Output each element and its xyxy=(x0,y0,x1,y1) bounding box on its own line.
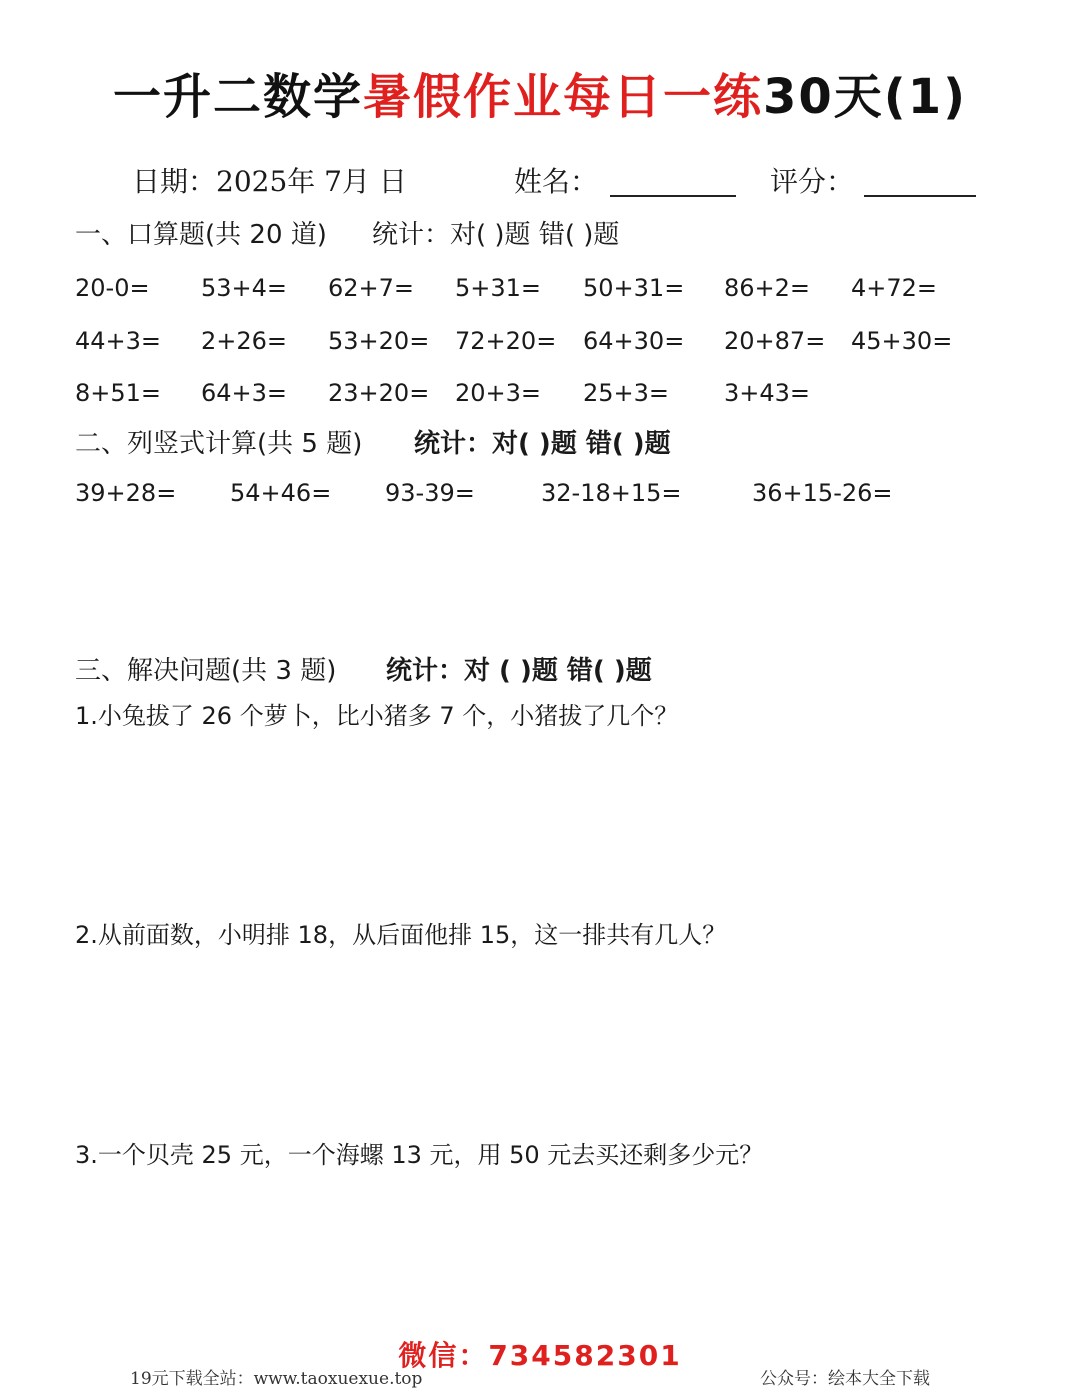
section-1-title: 一、口算题(共 20 道) xyxy=(75,220,327,250)
section-1-stat xyxy=(372,217,619,253)
vertical-problem: 32-18+15= xyxy=(541,479,682,507)
mental-problem: 20+87= xyxy=(724,327,826,355)
section-1-heading xyxy=(75,217,327,253)
mental-problem: 53+20= xyxy=(328,327,430,355)
mental-problem: 4+72= xyxy=(851,274,938,302)
mental-problem: 5+31= xyxy=(455,274,542,302)
word-problem-3: 3.一个贝壳 25 元，一个海螺 13 元，用 50 元去买还剩多少元？ xyxy=(75,1141,764,1169)
score-blank[interactable] xyxy=(864,195,976,197)
mental-problem: 20-0= xyxy=(75,274,150,302)
section-2-stat xyxy=(414,426,671,462)
mental-problem: 64+30= xyxy=(583,327,685,355)
section-2-stat-text: 统计：对( )题 错( )题 xyxy=(414,429,671,459)
mental-problem: 23+20= xyxy=(328,379,430,407)
section-3-title: 三、解决问题(共 3 题) xyxy=(75,656,337,686)
footer-account: 公众号：绘本大全下载 xyxy=(760,1369,930,1389)
mental-problem: 2+26= xyxy=(201,327,288,355)
word-problem-2: 2.从前面数，小明排 18，从后面他排 15，这一排共有几人？ xyxy=(75,921,727,949)
section-2-title: 二、列竖式计算(共 5 题) xyxy=(75,429,363,459)
vertical-problem: 54+46= xyxy=(230,479,332,507)
mental-problem: 50+31= xyxy=(583,274,685,302)
vertical-problem: 36+15-26= xyxy=(752,479,893,507)
mental-problem: 86+2= xyxy=(724,274,811,302)
mental-problem: 72+20= xyxy=(455,327,557,355)
score-label: 评分： xyxy=(770,165,855,198)
vertical-problem: 39+28= xyxy=(75,479,177,507)
section-2-heading xyxy=(75,426,362,462)
section-1-stat-text: 统计：对( )题 错( )题 xyxy=(372,220,620,250)
name-label: 姓名： xyxy=(514,165,599,198)
mental-problem: 62+7= xyxy=(328,274,415,302)
title-part-red: 暑假作业每日一练 xyxy=(362,69,763,125)
vertical-problem: 93-39= xyxy=(385,479,475,507)
mental-problem: 53+4= xyxy=(201,274,288,302)
title-part-1: 一升二数学 xyxy=(112,69,363,125)
mental-problem: 25+3= xyxy=(583,379,670,407)
wechat-contact: 微信：734582301 xyxy=(398,1339,682,1372)
mental-problem: 8+51= xyxy=(75,379,162,407)
page-title xyxy=(0,62,1080,132)
mental-problem: 44+3= xyxy=(75,327,162,355)
name-blank[interactable] xyxy=(610,195,736,197)
mental-problem: 64+3= xyxy=(201,379,288,407)
mental-problem: 20+3= xyxy=(455,379,542,407)
mental-problem: 3+43= xyxy=(724,379,811,407)
word-problem-1: 1.小兔拔了 26 个萝卜，比小猪多 7 个，小猪拔了几个？ xyxy=(75,702,679,730)
section-3-heading xyxy=(75,653,336,689)
section-3-stat xyxy=(386,653,652,689)
section-3-stat-text: 统计：对 ( )题 错( )题 xyxy=(386,656,652,686)
mental-problem: 45+30= xyxy=(851,327,953,355)
date-label: 日期：2025年 7月 日 xyxy=(132,165,407,198)
title-part-2: 30天(1) xyxy=(762,69,968,125)
footer-website: 19元下载全站：www.taoxuexue.top xyxy=(130,1369,423,1389)
